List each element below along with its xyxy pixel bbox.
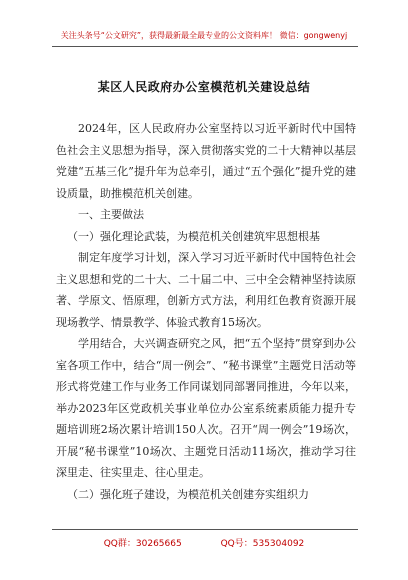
header-note: 关注头条号“公文研究”，获得最新最全最专业的公文资料库！ 微信：gongwenyj: [60, 31, 348, 40]
footer-qq-group: QQ群：30265665: [103, 539, 182, 549]
subsection-heading: （二）强化班子建设，为模范机关创建夯实组织力: [67, 487, 309, 501]
footer: [0, 536, 408, 549]
footer-qq-number: QQ号：535304092: [220, 539, 305, 549]
footer-divider: [52, 529, 358, 530]
body-paragraph: 学用结合，大兴调查研究之风，把“五个坚持”贯穿到办公室各项工作中，结合“周一例会”、“秘书课堂”主题党日活动等形式将党建工作与业务工作同谋划同部署同推进，今年以来，举办2023年区党政机关事业单位办公室系统素质能力提升专题培训班2场次累计培训150人次。召开“周一例会”19场次，开展“秘书课堂”10场次、主题党日活动11场次，推动学习往深里走、往实里走、往心里走。: [56, 337, 356, 479]
body-paragraph: 制定年度学习计划，深入学习习近平新时代中国特色社会主义思想和党的二十大、二十届二中、三中全会精神坚持读原著、学原文、悟原理，创新方式方法，利用红色教育资源开展现场教学、情景教学、体验式教育15场次。: [56, 251, 356, 329]
subsection-heading: （一）强化理论武装，为模范机关创建筑牢思想根基: [67, 229, 320, 243]
document-body: [56, 118, 356, 505]
document-title: 某区人民政府办公室模范机关建设总结: [97, 80, 311, 94]
section-heading: 一、主要做法: [78, 208, 144, 221]
intro-paragraph: 2024年，区人民政府办公室坚持以习近平新时代中国特色社会主义思想为指导，深入贯彻落实党的二十大精神以基层党建“五基三化”提升年为总牵引，通过“五个强化”提升党的建设质量，助推模范机关创建。: [56, 122, 356, 200]
header-divider: [52, 46, 358, 47]
